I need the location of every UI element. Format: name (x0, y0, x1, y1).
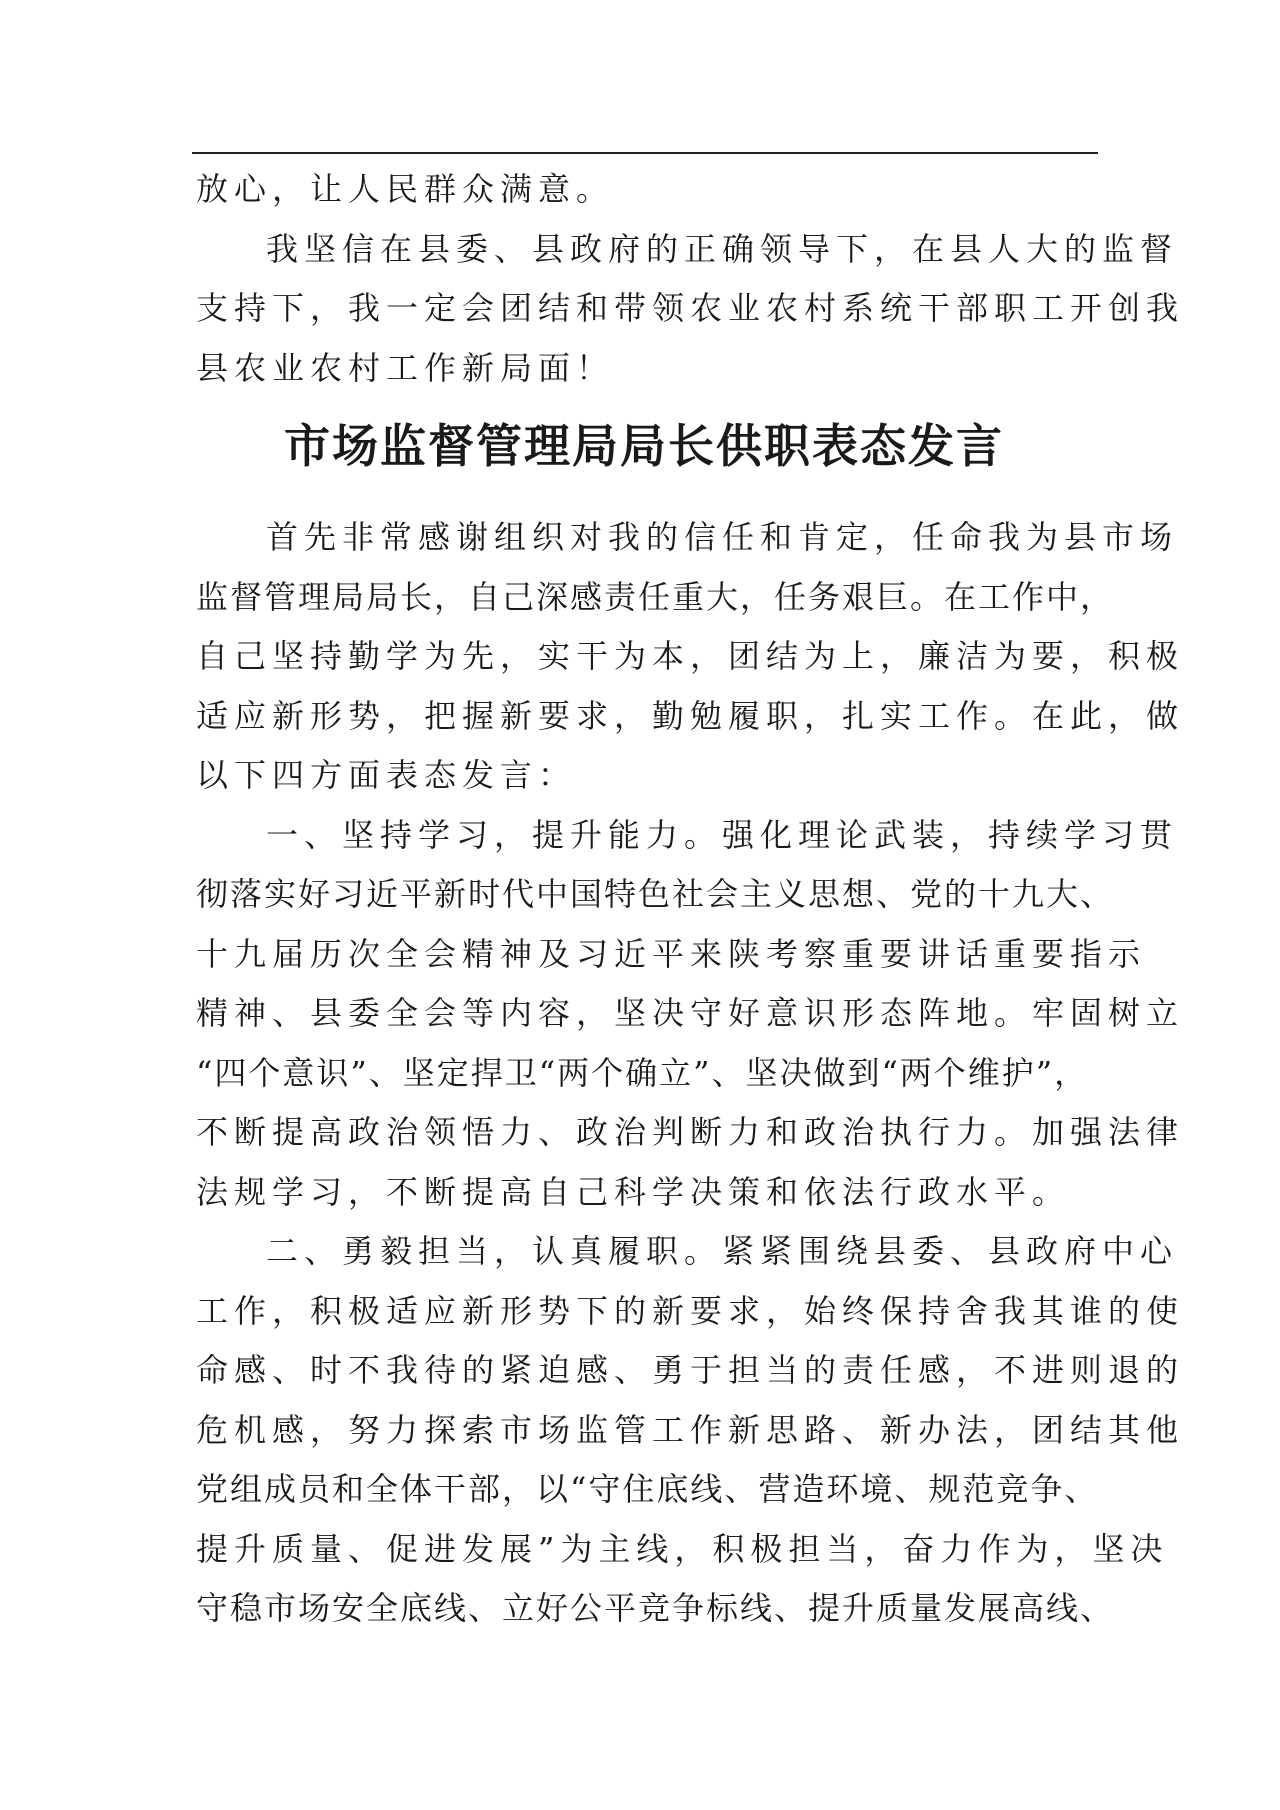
text-line: 彻落实好习近平新时代中国特色社会主义思想、党的十九大、 (196, 875, 1115, 913)
text-line: 支持下，我一定会团结和带领农业农村系统干部职工开创我 (196, 289, 1185, 327)
text-line: 放心，让人民群众满意。 (196, 170, 615, 208)
text-line: 我坚信在县委、县政府的正确领导下，在县人大的监督 (266, 229, 1179, 268)
text-line: 提升质量、促进发展”为主线，积极担当，奋力作为，坚决 (196, 1529, 1169, 1568)
text-line: 法规学习，不断提高自己科学决策和依法行政水平。 (196, 1172, 1071, 1211)
text-line: 以下四方面表态发言： (196, 756, 577, 794)
text-line: 一、坚持学习，提升能力。强化理论武装，持续学习贯 (266, 815, 1179, 854)
text-line: 适应新形势，把握新要求，勤勉履职，扎实工作。在此，做 (196, 696, 1185, 735)
section-title: 市场监督管理局局长供职表态发言 (284, 419, 1004, 473)
text-line: 首先非常感谢组织对我的信任和肯定，任命我为县市场 (266, 518, 1179, 556)
text-line: 监督管理局局长，自己深感责任重大，任务艰巨。在工作中， (196, 577, 1115, 616)
text-line: 县农业农村工作新局面！ (196, 348, 615, 387)
document-body (196, 160, 1185, 1639)
text-line: 二、勇毅担当，认真履职。紧紧围绕县委、县政府中心 (266, 1232, 1179, 1270)
text-line: “四个意识”、坚定捍卫“两个确立”、坚决做到“两个维护”， (196, 1053, 1089, 1092)
text-line: 党组成员和全体干部，以“守住底线、营造环境、规范竞争、 (196, 1470, 1099, 1508)
text-line: 危机感，努力探索市场监管工作新思路、新办法，团结其他 (196, 1410, 1185, 1449)
text-line: 十九届历次全会精神及习近平来陕考察重要讲话重要指示 (196, 934, 1147, 973)
text-line: 不断提高政治领悟力、政治判断力和政治执行力。加强法律 (196, 1113, 1185, 1151)
text-line: 自己坚持勤学为先，实干为本，团结为上，廉洁为要，积极 (196, 637, 1185, 675)
text-line: 命感、时不我待的紧迫感、勇于担当的责任感，不进则退的 (196, 1351, 1185, 1389)
text-line: 精神、县委全会等内容，坚决守好意识形态阵地。牢固树立 (196, 994, 1185, 1032)
text-line: 工作，积极适应新形势下的新要求，始终保持舍我其谁的使 (196, 1291, 1185, 1330)
header-rule (192, 152, 1098, 154)
text-line: 守稳市场安全底线、立好公平竞争标线、提升质量发展高线、 (196, 1589, 1115, 1627)
